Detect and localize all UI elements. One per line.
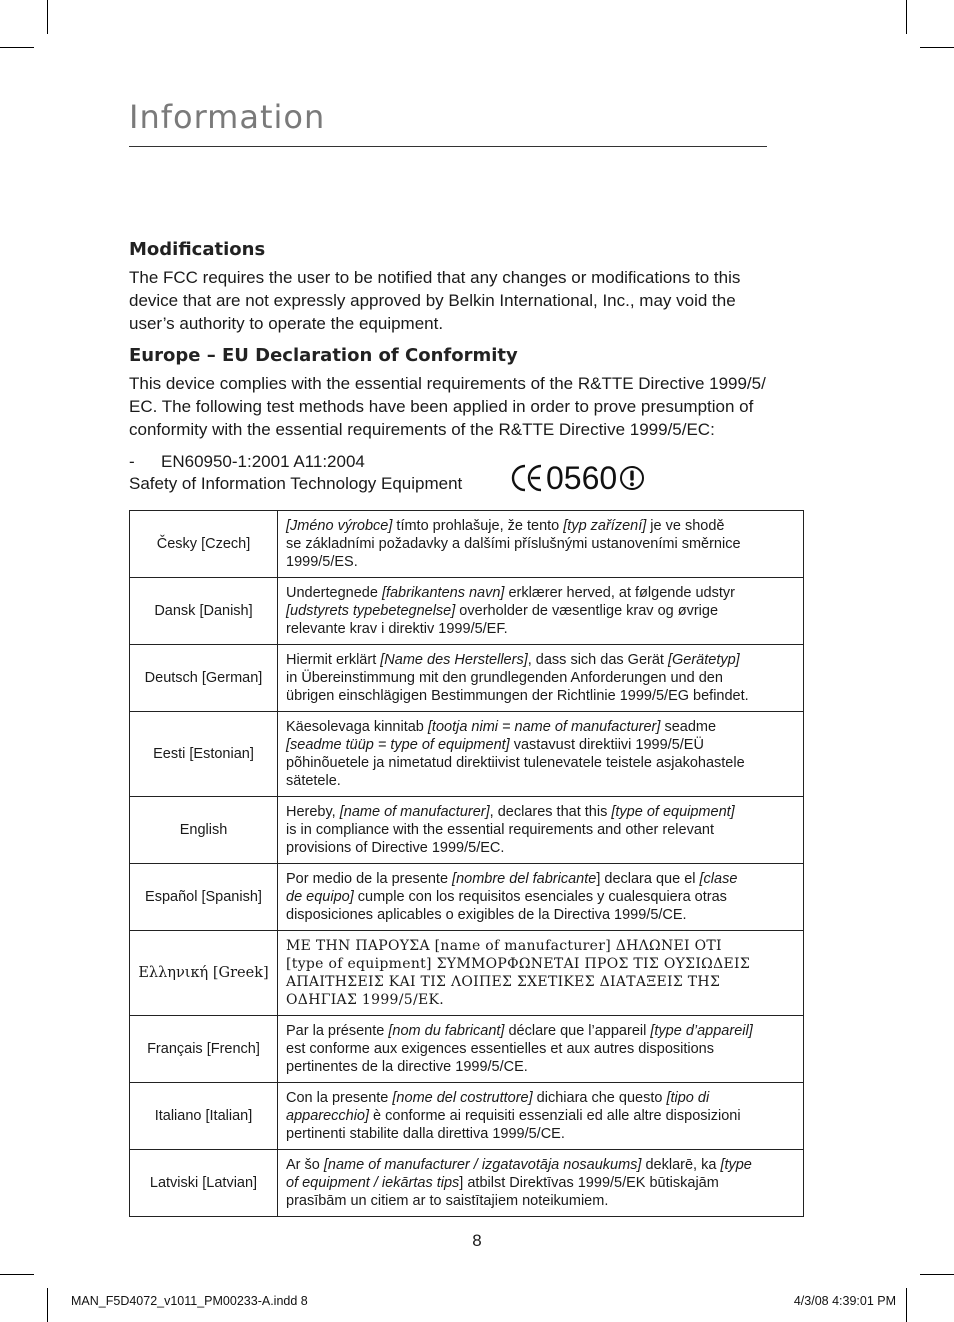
table-row <box>130 712 804 797</box>
declaration-text: prasībām un citiem ar to saistītajiem noteikumiem. <box>286 1193 609 1209</box>
ce-logo-icon <box>510 463 544 493</box>
declaration-cell <box>278 712 804 797</box>
placeholder-text: [nome del costruttore] <box>392 1090 533 1106</box>
language-label: Latviski [Latvian] <box>149 1175 258 1191</box>
language-label: Dansk [Danish] <box>154 603 253 619</box>
language-cell <box>130 578 278 645</box>
declaration-text: in Übereinstimmung mit den grundlegenden Anforderungen und den <box>286 670 723 686</box>
placeholder-text: [udstyrets typebetegnelse] <box>286 603 456 619</box>
page-title: Information <box>129 98 326 136</box>
declaration-text: is in compliance with the essential requirements and other relevant <box>286 822 714 838</box>
placeholder-text: [type <box>720 1157 752 1173</box>
placeholder-text: [type d’appareil] <box>650 1023 753 1039</box>
placeholder-text: [Jméno výrobce] <box>286 518 393 534</box>
declaration-text: ΜΕ ΤΗΝ ΠΑΡΟΥΣΑ [name of manufacturer] ΔΗΛΩΝΕΙ ΟΤΙ <box>286 938 722 954</box>
declaration-cell <box>278 864 804 931</box>
declaration-text: , dass sich das Gerät <box>527 652 668 668</box>
declaration-table <box>129 510 804 1217</box>
declaration-cell <box>278 797 804 864</box>
notified-body-number: 0560 <box>546 460 618 496</box>
declaration-text: [type of equipment] ΣΥΜΜΟΡΦΩΝΕΤΑΙ ΠΡΟΣ ΤΙΣ ΟΥΣΙΩΔΕΙΣ <box>286 956 751 972</box>
text-line: user’s authority to operate the equipment. <box>129 314 444 333</box>
placeholder-text: [Name des Herstellers] <box>380 652 528 668</box>
declaration-cell <box>278 511 804 578</box>
table-row <box>130 1083 804 1150</box>
declaration-text: Hereby, <box>286 804 340 820</box>
standard-description: Safety of Information Technology Equipment <box>129 474 463 493</box>
declaration-text: déclare que l’appareil <box>504 1023 651 1039</box>
europe-text <box>129 372 819 441</box>
declaration-text: se základními požadavky a dalšími příslušnými ustanoveními směrnice <box>286 536 741 552</box>
language-label: Français [French] <box>147 1041 260 1057</box>
declaration-text: Käesolevaga kinnitab <box>286 719 428 735</box>
declaration-text: ΟΔΗΓΙΑΣ 1999/5/ΕΚ. <box>286 992 444 1008</box>
declaration-text: provisions of Directive 1999/5/EC. <box>286 840 505 856</box>
language-cell <box>130 797 278 864</box>
declaration-cell <box>278 1150 804 1217</box>
declaration-text: ] declara que el <box>596 871 700 887</box>
modifications-text <box>129 266 819 335</box>
declaration-text: 1999/5/ES. <box>286 554 358 570</box>
language-label: Eesti [Estonian] <box>153 746 254 762</box>
footer-filename: MAN_F5D4072_v1011_PM00233-A.indd 8 <box>71 1294 308 1308</box>
language-cell <box>130 1016 278 1083</box>
declaration-text: disposiciones aplicables o exigibles de la Directiva 1999/5/CE. <box>286 907 687 923</box>
alert-class-icon <box>619 465 645 491</box>
table-row <box>130 578 804 645</box>
declaration-text: übrigen einschlägigen Bestimmungen der Richtlinie 1999/5/EG befindet. <box>286 688 749 704</box>
table-row <box>130 797 804 864</box>
declaration-cell <box>278 1083 804 1150</box>
table-row <box>130 1016 804 1083</box>
placeholder-text: apparecchio] <box>286 1108 370 1124</box>
language-label: Deutsch [German] <box>144 670 263 686</box>
ce-mark <box>510 460 645 496</box>
language-cell <box>130 645 278 712</box>
declaration-text: è conforme ai requisiti essenziali ed alle altre disposizioni <box>369 1108 741 1124</box>
placeholder-text: [nombre del fabricante <box>452 871 597 887</box>
title-divider <box>129 146 767 147</box>
table-row <box>130 1150 804 1217</box>
language-cell <box>130 511 278 578</box>
declaration-text: ΑΠΑΙΤΗΣΕΙΣ ΚΑΙ ΤΙΣ ΛΟΙΠΕΣ ΣΧΕΤΙΚΕΣ ΔΙΑΤΑΞΕΙΣ ΤΗΣ <box>286 974 721 990</box>
table-row <box>130 864 804 931</box>
text-line: device that are not expressly approved by Belkin International, Inc., may void the <box>129 291 736 310</box>
placeholder-text: of equipment / iekārtas tips <box>286 1175 460 1191</box>
language-cell <box>130 864 278 931</box>
placeholder-text: [Gerätetyp] <box>667 652 740 668</box>
placeholder-text: [clase <box>699 871 738 887</box>
modifications-heading: Modifications <box>129 239 266 260</box>
crop-mark <box>920 47 954 48</box>
language-cell <box>130 1150 278 1217</box>
declaration-text: erklærer herved, at følgende udstyr <box>504 585 735 601</box>
footer-timestamp: 4/3/08 4:39:01 PM <box>793 1294 896 1308</box>
declaration-text: overholder de væsentlige krav og øvrige <box>455 603 719 619</box>
page-number: 8 <box>472 1231 482 1250</box>
declaration-text: põhinõuetele ja nimetatud direktiivist tulenevatele teistele asjakohastele <box>286 755 745 771</box>
language-cell <box>130 931 278 1016</box>
declaration-text: Hiermit erklärt <box>286 652 381 668</box>
placeholder-text: [tootja nimi = name of manufacturer] <box>427 719 661 735</box>
declaration-cell <box>278 645 804 712</box>
crop-mark <box>906 1288 907 1322</box>
crop-mark <box>920 1274 954 1275</box>
declaration-text: cumple con los requisitos esenciales y cualesquiera otras <box>353 889 727 905</box>
language-label: English <box>179 822 228 838</box>
text-line: EC. The following test methods have been applied in order to prove presumption of <box>129 397 754 416</box>
declaration-text: Por medio de la presente <box>286 871 453 887</box>
table-row <box>130 931 804 1016</box>
declaration-text: relevante krav i direktiv 1999/5/EF. <box>286 621 508 637</box>
placeholder-text: [tipo di <box>666 1090 710 1106</box>
declaration-text: est conforme aux exigences essentielles et aux autres dispositions <box>286 1041 714 1057</box>
declaration-text: deklarē, ka <box>641 1157 721 1173</box>
declaration-text: dichiara che questo <box>532 1090 667 1106</box>
crop-mark <box>0 1274 34 1275</box>
declaration-text: je ve shodě <box>646 518 725 534</box>
crop-mark <box>0 47 34 48</box>
declaration-text: Con la presente <box>286 1090 393 1106</box>
placeholder-text: [type of equipment] <box>611 804 735 820</box>
language-label: Česky [Czech] <box>156 536 251 552</box>
standard-item <box>129 451 365 473</box>
placeholder-text: [name of manufacturer] <box>339 804 490 820</box>
table-row <box>130 645 804 712</box>
placeholder-text: [typ zařízení] <box>563 518 647 534</box>
language-cell <box>130 1083 278 1150</box>
text-line: The FCC requires the user to be notified that any changes or modifications to this <box>129 268 741 287</box>
declaration-text: ] atbilst Direktīvas 1999/5/EK būtiskajām <box>459 1175 719 1191</box>
placeholder-text: de equipo] <box>286 889 354 905</box>
crop-mark <box>47 0 48 34</box>
list-dash: - <box>129 452 135 471</box>
declaration-text: pertinentes de la directive 1999/5/CE. <box>286 1059 528 1075</box>
placeholder-text: [fabrikantens navn] <box>381 585 505 601</box>
crop-mark <box>47 1288 48 1322</box>
declaration-text: sätetele. <box>286 773 341 789</box>
language-label: Ελληνική [Greek] <box>138 965 269 981</box>
text-line: conformity with the essential requirements of the R&TTE Directive 1999/5/EC: <box>129 420 715 439</box>
language-label: Italiano [Italian] <box>154 1108 253 1124</box>
standard-code: EN60950-1:2001 A11:2004 <box>161 452 365 471</box>
language-label: Español [Spanish] <box>145 889 262 905</box>
declaration-cell <box>278 931 804 1016</box>
declaration-text: pertinenti stabilite dalla direttiva 1999/5/CE. <box>286 1126 565 1142</box>
table-row <box>130 511 804 578</box>
placeholder-text: [name of manufacturer / izgatavotāja nosaukums] <box>323 1157 642 1173</box>
language-cell <box>130 712 278 797</box>
placeholder-text: [seadme tüüp = type of equipment] <box>286 737 510 753</box>
declaration-cell <box>278 578 804 645</box>
declaration-text: vastavust direktiivi 1999/5/EÜ <box>509 737 704 753</box>
declaration-text: Par la présente <box>286 1023 389 1039</box>
text-line: This device complies with the essential requirements of the R&TTE Directive 1999/5/ <box>129 374 766 393</box>
declaration-text: , declares that this <box>489 804 612 820</box>
declaration-text: Undertegnede <box>286 585 382 601</box>
placeholder-text: [nom du fabricant] <box>388 1023 505 1039</box>
declaration-text: Ar šo <box>286 1157 324 1173</box>
europe-heading: Europe – EU Declaration of Conformity <box>129 345 518 366</box>
declaration-text: tímto prohlašuje, že tento <box>392 518 564 534</box>
crop-mark <box>906 0 907 34</box>
declaration-cell <box>278 1016 804 1083</box>
declaration-text: seadme <box>660 719 717 735</box>
